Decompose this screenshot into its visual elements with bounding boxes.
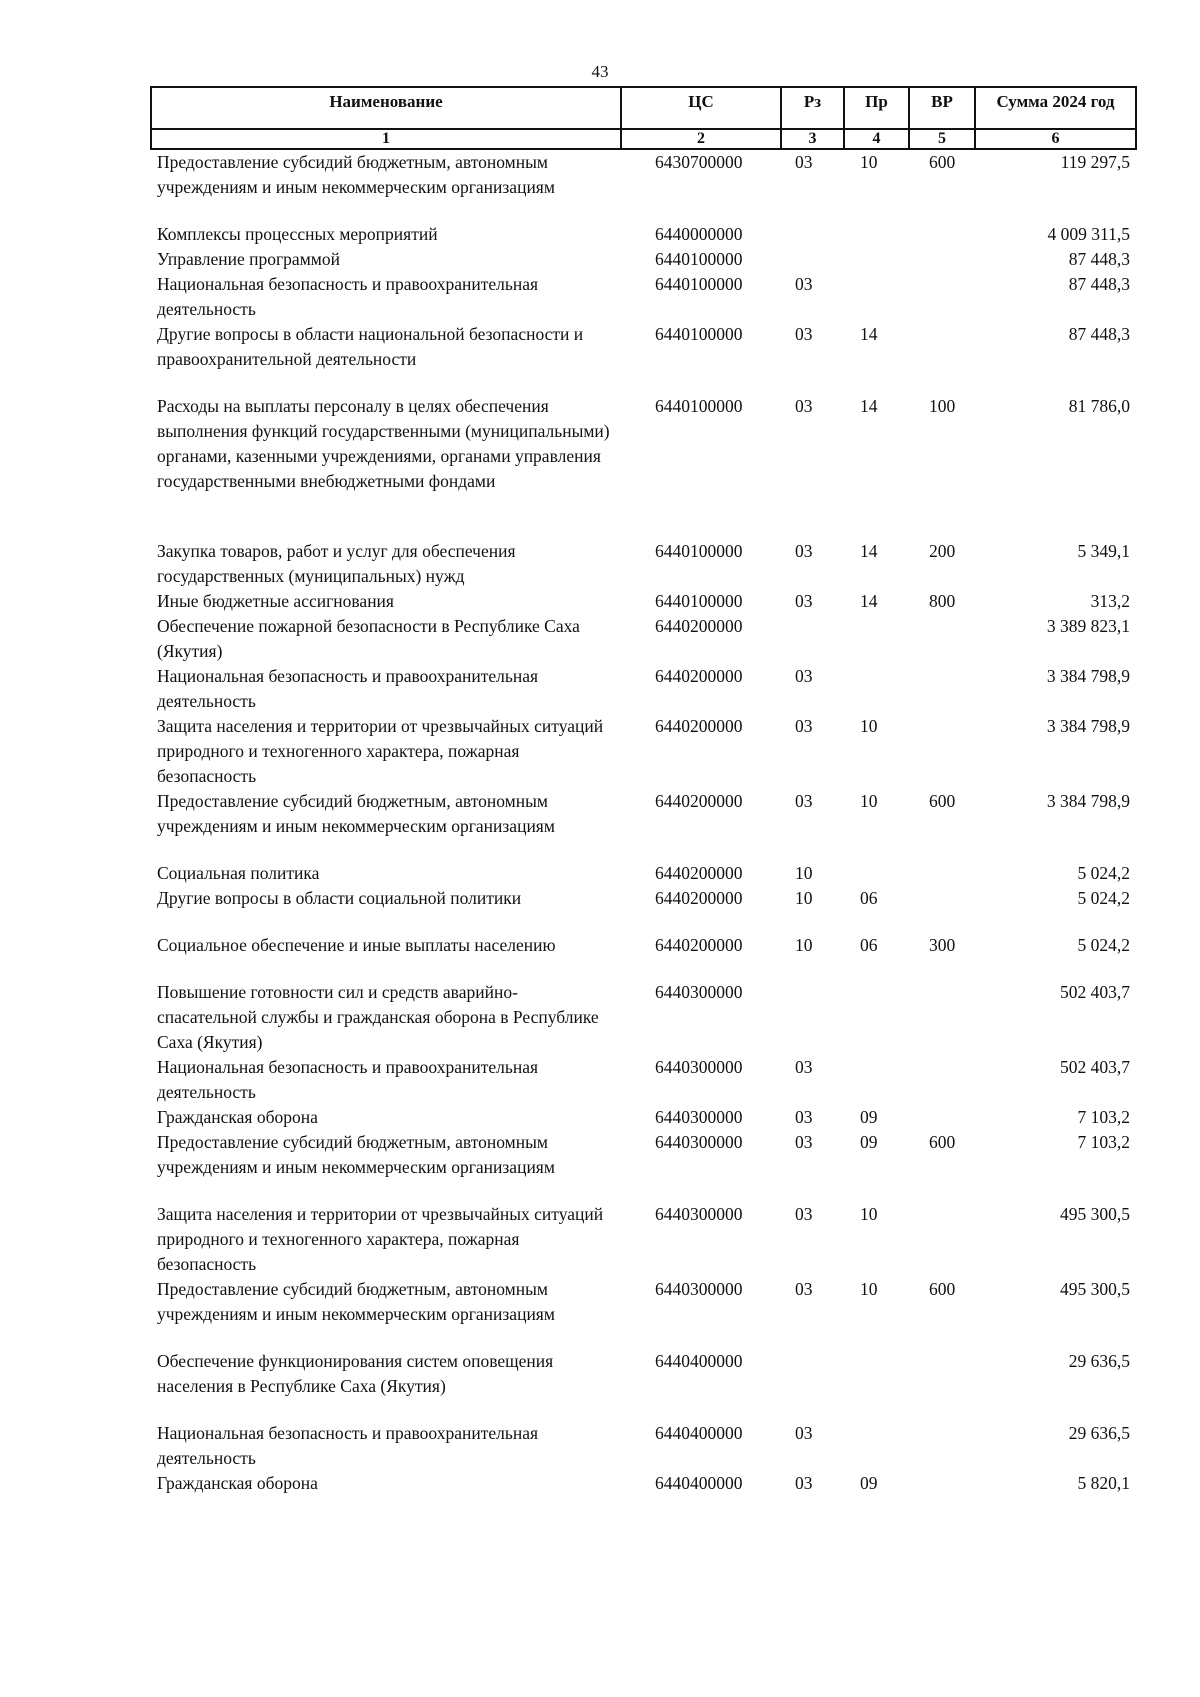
- row-vr: [909, 1421, 975, 1471]
- row-name: Повышение готовности сил и средств аварийно-спасательной службы и гражданская оборона в Республике Саха (Якутия): [157, 982, 599, 1052]
- row-sum: 5 024,2: [1077, 888, 1130, 908]
- row-rz: 10: [795, 888, 813, 908]
- row-name: Управление программой: [157, 249, 340, 269]
- header-rz: Рз: [781, 87, 844, 129]
- row-name: Обеспечение функционирования систем оповещения населения в Республике Саха (Якутия): [157, 1351, 554, 1396]
- column-number: 1: [151, 129, 621, 149]
- table-row: [151, 322, 1136, 394]
- table-row: [151, 664, 1136, 714]
- row-vr: 600: [929, 1279, 956, 1299]
- row-cs: 6440300000: [655, 1204, 743, 1224]
- row-vr: [909, 1471, 975, 1496]
- row-pr: 09: [860, 1107, 878, 1127]
- row-sum: 5 024,2: [1077, 863, 1130, 883]
- row-pr: 10: [860, 791, 878, 811]
- row-pr: 14: [860, 396, 878, 416]
- header-vr: ВР: [909, 87, 975, 129]
- row-name: Гражданская оборона: [157, 1107, 318, 1127]
- row-cs: 6440300000: [655, 982, 743, 1002]
- row-sum: 7 103,2: [1077, 1107, 1130, 1127]
- table-row: [151, 222, 1136, 247]
- row-vr: [909, 1055, 975, 1105]
- row-rz: 03: [795, 1473, 813, 1493]
- row-pr: 09: [860, 1473, 878, 1493]
- row-cs: 6440200000: [655, 716, 743, 736]
- row-sum: 313,2: [1090, 591, 1130, 611]
- row-pr: 10: [860, 1279, 878, 1299]
- table-row: [151, 1105, 1136, 1130]
- row-name: Социальная политика: [157, 863, 320, 883]
- row-name: Расходы на выплаты персоналу в целях обеспечения выполнения функций государственными (муниципальными) органами, казенными учреждениями, органами управления государственными внебюджетными фондами: [157, 396, 610, 491]
- row-sum: 87 448,3: [1068, 324, 1130, 344]
- row-name: Социальное обеспечение и иные выплаты населению: [157, 935, 556, 955]
- row-rz: [781, 247, 844, 272]
- row-pr: [844, 222, 909, 247]
- row-vr: 600: [929, 152, 956, 172]
- table-row: [151, 933, 1136, 980]
- row-pr: [844, 664, 909, 714]
- table-row: [151, 539, 1136, 589]
- table-header-row: [151, 87, 1136, 129]
- row-vr: [909, 1105, 975, 1130]
- row-sum: 4 009 311,5: [1047, 224, 1130, 244]
- row-rz: [781, 614, 844, 664]
- row-cs: 6430700000: [655, 152, 743, 172]
- row-sum: 119 297,5: [1060, 152, 1130, 172]
- row-vr: 200: [929, 541, 956, 561]
- row-rz: 03: [795, 1107, 813, 1127]
- row-vr: [909, 1202, 975, 1277]
- row-cs: 6440200000: [655, 888, 743, 908]
- table-row: [151, 1471, 1136, 1496]
- table-row: [151, 1421, 1136, 1471]
- row-sum: 3 384 798,9: [1046, 791, 1130, 811]
- row-pr: 06: [860, 888, 878, 908]
- row-sum: 87 448,3: [1068, 249, 1130, 269]
- row-rz: [781, 222, 844, 247]
- row-vr: 800: [929, 591, 956, 611]
- row-cs: 6440200000: [655, 791, 743, 811]
- row-sum: 3 384 798,9: [1046, 666, 1130, 686]
- row-pr: 06: [860, 935, 878, 955]
- row-pr: 10: [860, 152, 878, 172]
- row-pr: 14: [860, 541, 878, 561]
- row-vr: [909, 614, 975, 664]
- row-sum: 3 384 798,9: [1046, 716, 1130, 736]
- row-pr: [844, 1349, 909, 1421]
- table-row: [151, 861, 1136, 886]
- row-pr: [844, 980, 909, 1055]
- row-name: Иные бюджетные ассигнования: [157, 591, 394, 611]
- row-rz: 03: [795, 324, 813, 344]
- row-pr: [844, 247, 909, 272]
- row-rz: 03: [795, 152, 813, 172]
- row-cs: 6440200000: [655, 666, 743, 686]
- row-cs: 6440400000: [655, 1473, 743, 1493]
- row-pr: 09: [860, 1132, 878, 1152]
- row-rz: 03: [795, 396, 813, 416]
- row-cs: 6440300000: [655, 1057, 743, 1077]
- row-vr: [909, 1349, 975, 1421]
- row-rz: 03: [795, 1204, 813, 1224]
- row-pr: 14: [860, 591, 878, 611]
- row-pr: 10: [860, 1204, 878, 1224]
- row-name: Национальная безопасность и правоохранительная деятельность: [157, 666, 539, 711]
- row-vr: [909, 861, 975, 886]
- row-pr: [844, 861, 909, 886]
- row-rz: 03: [795, 1423, 813, 1443]
- row-pr: 10: [860, 716, 878, 736]
- row-vr: [909, 222, 975, 247]
- row-cs: 6440100000: [655, 396, 743, 416]
- row-pr: 14: [860, 324, 878, 344]
- row-sum: 81 786,0: [1068, 396, 1130, 416]
- row-name: Национальная безопасность и правоохранительная деятельность: [157, 1057, 539, 1102]
- row-cs: 6440300000: [655, 1279, 743, 1299]
- header-sum: Сумма 2024 год: [975, 87, 1136, 129]
- table-row: [151, 886, 1136, 933]
- row-cs: 6440200000: [655, 616, 743, 636]
- row-sum: 7 103,2: [1077, 1132, 1130, 1152]
- row-sum: 3 389 823,1: [1046, 616, 1130, 636]
- table-row: [151, 980, 1136, 1055]
- row-cs: 6440100000: [655, 541, 743, 561]
- row-rz: 03: [795, 791, 813, 811]
- row-cs: 6440100000: [655, 591, 743, 611]
- row-cs: 6440300000: [655, 1132, 743, 1152]
- row-name: Гражданская оборона: [157, 1473, 318, 1493]
- row-cs: 6440400000: [655, 1351, 743, 1371]
- row-cs: 6440100000: [655, 324, 743, 344]
- row-name: Предоставление субсидий бюджетным, автономным учреждениям и иным некоммерческим организациям: [157, 152, 555, 197]
- row-name: Защита населения и территории от чрезвычайных ситуаций природного и техногенного характера, пожарная безопасность: [157, 716, 604, 786]
- column-number: 6: [975, 129, 1136, 149]
- row-rz: 03: [795, 1057, 813, 1077]
- row-name: Другие вопросы в области национальной безопасности и правоохранительной деятельности: [157, 324, 584, 369]
- row-vr: [909, 322, 975, 394]
- row-vr: 600: [929, 791, 956, 811]
- column-number: 4: [844, 129, 909, 149]
- table-row: [151, 272, 1136, 322]
- header-name: Наименование: [151, 87, 621, 129]
- header-cs: ЦС: [621, 87, 781, 129]
- row-name: Закупка товаров, работ и услуг для обеспечения государственных (муниципальных) нужд: [157, 541, 516, 586]
- column-number: 5: [909, 129, 975, 149]
- row-rz: 03: [795, 591, 813, 611]
- row-sum: 5 349,1: [1077, 541, 1130, 561]
- budget-table: [150, 86, 1137, 1496]
- row-pr: [844, 1055, 909, 1105]
- table-row: [151, 589, 1136, 614]
- table-row: [151, 1349, 1136, 1421]
- row-sum: 5 024,2: [1077, 935, 1130, 955]
- row-rz: 03: [795, 541, 813, 561]
- row-cs: 6440200000: [655, 935, 743, 955]
- row-cs: 6440100000: [655, 249, 743, 269]
- row-sum: 29 636,5: [1068, 1351, 1130, 1371]
- page-number: 43: [591, 62, 609, 81]
- row-sum: 29 636,5: [1068, 1423, 1130, 1443]
- header-pr: Пр: [844, 87, 909, 129]
- row-cs: 6440200000: [655, 863, 743, 883]
- table-row: [151, 1055, 1136, 1105]
- row-rz: [781, 980, 844, 1055]
- row-vr: [909, 980, 975, 1055]
- table-row: [151, 714, 1136, 789]
- row-name: Предоставление субсидий бюджетным, автономным учреждениям и иным некоммерческим организациям: [157, 791, 555, 836]
- row-cs: 6440000000: [655, 224, 743, 244]
- row-name: Национальная безопасность и правоохранительная деятельность: [157, 274, 539, 319]
- row-cs: 6440300000: [655, 1107, 743, 1127]
- row-sum: 495 300,5: [1060, 1279, 1130, 1299]
- row-rz: 10: [795, 863, 813, 883]
- row-rz: 10: [795, 935, 813, 955]
- row-name: Предоставление субсидий бюджетным, автономным учреждениям и иным некоммерческим организациям: [157, 1132, 555, 1177]
- row-pr: [844, 1421, 909, 1471]
- row-sum: 502 403,7: [1060, 982, 1130, 1002]
- table-row: [151, 247, 1136, 272]
- table-row: [151, 789, 1136, 861]
- row-pr: [844, 614, 909, 664]
- row-cs: 6440100000: [655, 274, 743, 294]
- row-rz: 03: [795, 716, 813, 736]
- table-row: [151, 1202, 1136, 1277]
- table-row: [151, 614, 1136, 664]
- row-vr: [909, 272, 975, 322]
- row-name: Национальная безопасность и правоохранительная деятельность: [157, 1423, 539, 1468]
- row-pr: [844, 272, 909, 322]
- row-vr: 300: [929, 935, 956, 955]
- row-vr: [909, 247, 975, 272]
- row-cs: 6440400000: [655, 1423, 743, 1443]
- row-name: Комплексы процессных мероприятий: [157, 224, 438, 244]
- row-vr: [909, 886, 975, 933]
- row-sum: 502 403,7: [1060, 1057, 1130, 1077]
- row-rz: 03: [795, 666, 813, 686]
- row-rz: [781, 1349, 844, 1421]
- row-name: Предоставление субсидий бюджетным, автономным учреждениям и иным некоммерческим организациям: [157, 1279, 555, 1324]
- column-number-row: [151, 129, 1136, 149]
- row-name: Обеспечение пожарной безопасности в Республике Саха (Якутия): [157, 616, 580, 661]
- row-sum: 87 448,3: [1068, 274, 1130, 294]
- table-row: [151, 149, 1136, 222]
- table-row: [151, 394, 1136, 539]
- row-sum: 495 300,5: [1060, 1204, 1130, 1224]
- row-vr: 600: [929, 1132, 956, 1152]
- table-row: [151, 1277, 1136, 1349]
- row-vr: 100: [929, 396, 956, 416]
- row-vr: [909, 714, 975, 789]
- row-rz: 03: [795, 1279, 813, 1299]
- row-vr: [909, 664, 975, 714]
- row-name: Защита населения и территории от чрезвычайных ситуаций природного и техногенного характера, пожарная безопасность: [157, 1204, 604, 1274]
- row-name: Другие вопросы в области социальной политики: [157, 888, 522, 908]
- column-number: 2: [621, 129, 781, 149]
- column-number: 3: [781, 129, 844, 149]
- row-sum: 5 820,1: [1077, 1473, 1130, 1493]
- row-rz: 03: [795, 1132, 813, 1152]
- table-row: [151, 1130, 1136, 1202]
- row-rz: 03: [795, 274, 813, 294]
